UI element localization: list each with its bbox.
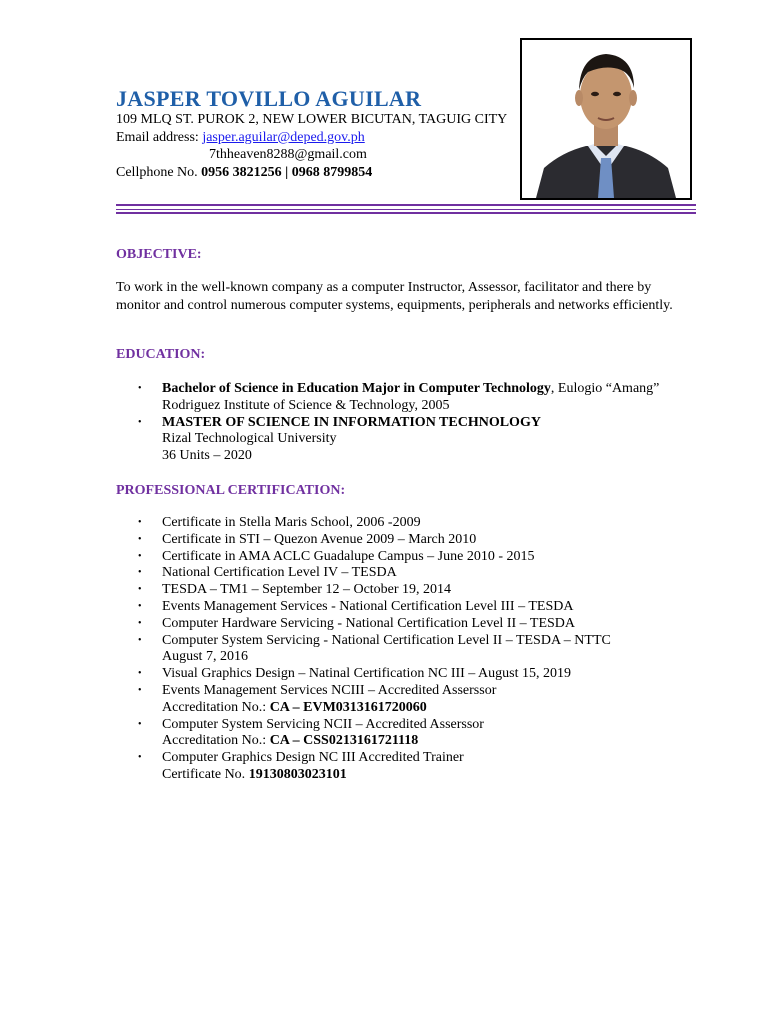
accreditation-number: CA – CSS0213161721118 bbox=[269, 733, 419, 749]
certification-item bbox=[116, 532, 716, 549]
header-divider-top bbox=[116, 204, 696, 206]
certification-item bbox=[116, 565, 716, 582]
certification-text: National Certification Level IV – TESDA bbox=[162, 565, 397, 581]
accreditation-row bbox=[162, 700, 716, 717]
certification-item bbox=[116, 683, 716, 717]
certification-list bbox=[116, 515, 716, 784]
bullet-icon: • bbox=[138, 517, 142, 528]
bullet-icon: • bbox=[138, 533, 142, 545]
certification-text: Computer Hardware Servicing - National Certification Level II – TESDA bbox=[162, 615, 576, 631]
contact-block bbox=[116, 111, 507, 181]
degree-title: Bachelor of Science in Education Major in Computer Technology bbox=[162, 381, 551, 396]
phone-label: Cellphone No. bbox=[116, 164, 202, 180]
certification-text: Visual Graphics Design – Natinal Certification NC III – August 15, 2019 bbox=[162, 666, 571, 682]
certification-text: Events Management Services NCIII – Accredited Asserssor bbox=[162, 682, 497, 698]
bullet-icon: • bbox=[138, 684, 142, 696]
bullet-icon: • bbox=[138, 383, 142, 394]
certification-item bbox=[116, 750, 716, 784]
email-label: Email address: bbox=[116, 129, 203, 145]
bullet-icon: • bbox=[138, 617, 142, 629]
certification-heading: PROFESSIONAL CERTIFICATION: bbox=[116, 483, 346, 498]
certificate-label: Certificate No. bbox=[162, 766, 249, 782]
objective-heading: OBJECTIVE: bbox=[116, 247, 202, 262]
degree-units: 36 Units – 2020 bbox=[162, 448, 252, 464]
phone-value: 0956 3821256 | 0968 8799854 bbox=[201, 164, 373, 180]
applicant-name: JASPER TOVILLO AGUILAR bbox=[116, 86, 422, 111]
certification-text: Certificate in AMA ACLC Guadalupe Campus – June 2010 - 2015 bbox=[162, 548, 535, 564]
email-secondary: 7thheaven8288@gmail.com bbox=[209, 147, 367, 162]
accreditation-number: CA – EVM0313161720060 bbox=[269, 699, 427, 715]
email-row bbox=[116, 129, 507, 147]
certification-text: TESDA – TM1 – September 12 – October 19, 2014 bbox=[162, 582, 452, 598]
education-item bbox=[116, 381, 716, 415]
degree-institution: Rizal Technological University bbox=[162, 431, 337, 447]
certification-item bbox=[116, 515, 716, 532]
degree-title: MASTER OF SCIENCE IN INFORMATION TECHNOLOGY bbox=[162, 414, 541, 430]
profile-photo bbox=[520, 38, 692, 200]
education-item bbox=[116, 415, 716, 465]
portrait-image bbox=[522, 40, 690, 198]
certification-text: Computer Graphics Design NC III Accredited Trainer bbox=[162, 750, 464, 766]
education-heading: EDUCATION: bbox=[116, 347, 206, 362]
certification-text: Certificate in Stella Maris School, 2006 -2009 bbox=[162, 515, 421, 530]
accreditation-label: Accreditation No.: bbox=[162, 733, 270, 749]
accreditation-row bbox=[162, 733, 716, 750]
header-divider-bottom bbox=[116, 212, 696, 214]
objective-text: To work in the well-known company as a computer Instructor, Assessor, facilitator and there by monitor and control numerous computer systems, equipments, peripherals and networks efficiently. bbox=[116, 280, 673, 313]
bullet-icon: • bbox=[138, 550, 142, 562]
bullet-icon: • bbox=[138, 668, 142, 680]
certification-item bbox=[116, 666, 716, 683]
certification-item bbox=[116, 582, 716, 599]
certification-text: Certificate in STI – Quezon Avenue 2009 – March 2010 bbox=[162, 531, 477, 547]
certification-text: Computer System Servicing - National Certification Level II – TESDA – NTTC August 7, 2016 bbox=[162, 632, 611, 665]
certificate-row bbox=[162, 767, 716, 784]
bullet-icon: • bbox=[138, 584, 142, 596]
bullet-icon: • bbox=[138, 718, 142, 730]
certification-item bbox=[116, 717, 716, 751]
bullet-icon: • bbox=[138, 416, 142, 428]
degree-institution: , Eulogio “Amang” Rodriguez Institute of Science & Technology, 2005 bbox=[162, 381, 660, 413]
certification-item bbox=[116, 633, 632, 667]
bullet-icon: • bbox=[138, 634, 142, 646]
certificate-number: 19130803023101 bbox=[248, 766, 347, 782]
education-list bbox=[116, 381, 716, 465]
bullet-icon: • bbox=[138, 752, 142, 764]
certification-text: Events Management Services - National Certification Level III – TESDA bbox=[162, 598, 574, 614]
bullet-icon: • bbox=[138, 600, 142, 612]
phone-row bbox=[116, 164, 507, 182]
certification-text: Computer System Servicing NCII – Accredited Asserssor bbox=[162, 716, 484, 732]
bullet-icon: • bbox=[138, 567, 142, 579]
email-link-primary[interactable]: jasper.aguilar@deped.gov.ph bbox=[202, 129, 365, 145]
header-divider-mid bbox=[116, 209, 696, 210]
certification-item bbox=[116, 599, 716, 616]
certification-item bbox=[116, 549, 716, 566]
accreditation-label: Accreditation No.: bbox=[162, 699, 270, 715]
certification-item bbox=[116, 616, 716, 633]
address: 109 MLQ ST. PUROK 2, NEW LOWER BICUTAN, TAGUIG CITY bbox=[116, 112, 508, 127]
